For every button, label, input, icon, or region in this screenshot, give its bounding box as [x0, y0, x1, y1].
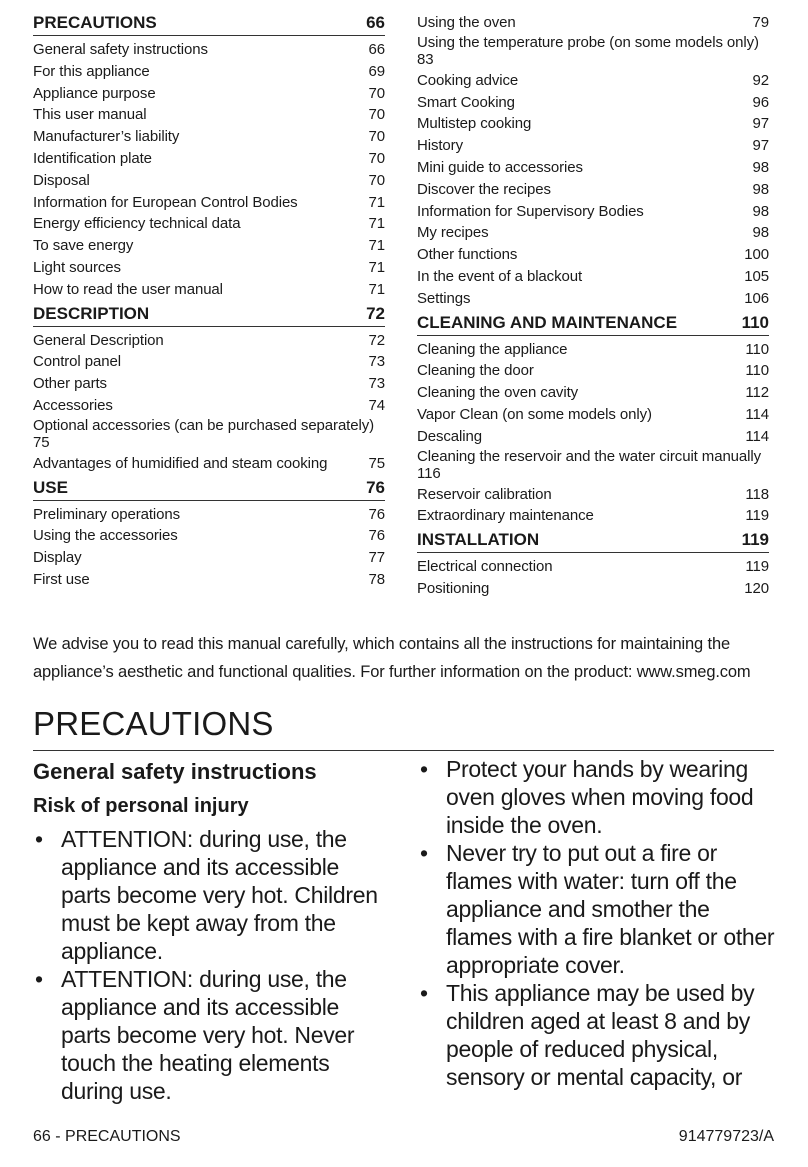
toc-entry-page: 72: [368, 331, 385, 349]
toc-entry-page: 70: [368, 106, 385, 124]
toc-entry-label: Descaling: [417, 427, 482, 445]
toc-entry[interactable]: [417, 288, 769, 310]
toc-entry-label: Energy efficiency technical data: [33, 215, 241, 233]
toc-entry[interactable]: [417, 222, 769, 244]
toc-entry[interactable]: [33, 126, 385, 148]
toc-entry-label: History: [417, 137, 463, 155]
toc-entry[interactable]: [417, 12, 769, 34]
toc-entry[interactable]: [417, 113, 769, 135]
toc-entry[interactable]: [33, 504, 385, 526]
toc-entry-page: 70: [368, 84, 385, 102]
toc-entry-label: Multistep cooking: [417, 115, 532, 133]
toc-section-page: 66: [366, 13, 385, 32]
toc-entry-label: Information for Supervisory Bodies: [417, 202, 644, 220]
toc-entry[interactable]: [417, 360, 769, 382]
toc-entry-page: 105: [744, 267, 769, 285]
bullet-item: • This appliance may be used by children aged at least 8 and by people of reduced physical, sensory or mental capacity, or: [418, 979, 778, 1091]
toc-entry[interactable]: [417, 34, 769, 68]
toc-entry-label: How to read the user manual: [33, 280, 223, 298]
toc-entry-page: 110: [745, 362, 769, 380]
toc-entry-page: 66: [368, 41, 385, 58]
toc-entry-label: Extraordinary maintenance: [417, 507, 594, 525]
toc-entry-label: Other functions: [417, 246, 518, 264]
toc-section-page: 72: [366, 303, 385, 323]
toc-entry-page: 98: [752, 202, 769, 220]
page-footer: [33, 1128, 774, 1146]
toc-entry[interactable]: [33, 351, 385, 373]
toc-entry-label: Other parts: [33, 375, 107, 393]
toc-entry-label: Display: [33, 549, 82, 567]
toc-entry-label: My recipes: [417, 224, 489, 242]
intro-paragraph: We advise you to read this manual carefully, which contains all the instructions for maintaining the appliance’s aesthetic and functional qualities. For further information on the product: www.smeg.com: [33, 635, 751, 681]
toc-entry[interactable]: [417, 157, 769, 179]
left-bullet-list: [33, 825, 378, 1105]
toc-entry[interactable]: [417, 70, 769, 92]
toc-entry-page: 118: [745, 485, 769, 503]
toc-entry[interactable]: [33, 104, 385, 126]
toc-entry-page: 120: [744, 579, 769, 597]
toc-entry-label: Appliance purpose: [33, 84, 156, 102]
toc-entry-label: General Description: [33, 331, 164, 349]
toc-entry[interactable]: [33, 373, 385, 395]
toc-entry-page: 77: [368, 549, 385, 567]
toc-entry-page: 75: [33, 433, 50, 451]
bullet-item: • Protect your hands by wearing oven gloves when moving food inside the oven.: [418, 755, 778, 839]
toc-section-page: 119: [741, 530, 769, 550]
bullet-item: • ATTENTION: during use, the appliance and its accessible parts become very hot. Children must be kept away from the appliance.: [33, 825, 378, 965]
toc-entry-page: 110: [745, 340, 769, 358]
toc-entry-label: Cleaning the door: [417, 362, 534, 380]
toc-entry-page: 75: [368, 454, 385, 472]
toc-entry-page: 70: [368, 149, 385, 167]
toc-entry-label: Reservoir calibration: [417, 485, 552, 503]
toc-section-page: 110: [741, 312, 769, 332]
toc-section-page: 76: [366, 477, 385, 497]
toc-section-heading[interactable]: [417, 312, 769, 336]
toc-entry-label: Vapor Clean (on some models only): [417, 405, 652, 423]
toc-entry[interactable]: [417, 339, 769, 361]
toc-entry-page: 71: [368, 258, 385, 276]
toc-entry[interactable]: [33, 170, 385, 192]
toc-entry[interactable]: [33, 235, 385, 257]
toc-entry-page: 119: [745, 558, 769, 576]
toc-entry[interactable]: [417, 382, 769, 404]
toc-entry[interactable]: [33, 148, 385, 170]
toc-entry-label: In the event of a blackout: [417, 267, 583, 285]
toc-entry-page: 100: [744, 246, 769, 264]
toc-entry-label: Manufacturer’s liability: [33, 128, 180, 146]
toc-section-heading[interactable]: [33, 12, 385, 36]
toc-entry-page: 112: [745, 384, 769, 402]
toc-entry[interactable]: [417, 556, 769, 578]
toc-entry-page: 114: [745, 405, 769, 423]
toc-entry[interactable]: [33, 330, 385, 352]
bullet-item: • ATTENTION: during use, the appliance and its accessible parts become very hot. Never touch the heating elements during use.: [33, 965, 378, 1105]
toc-section-heading[interactable]: [417, 529, 769, 553]
toc-entry[interactable]: [33, 39, 385, 61]
toc-entry[interactable]: [33, 61, 385, 83]
toc-entry-label: Identification plate: [33, 149, 152, 167]
toc-entry[interactable]: [33, 395, 385, 417]
toc-entry-label: Using the accessories: [33, 527, 178, 545]
toc-entry-label: Cleaning the appliance: [417, 340, 568, 358]
toc-entry[interactable]: [417, 266, 769, 288]
toc-entry-label: Using the oven: [417, 14, 516, 31]
toc-entry-label: Cleaning the oven cavity: [417, 384, 579, 402]
body-left-column: [33, 755, 378, 1105]
toc-entry-page: 70: [368, 128, 385, 146]
toc-entry[interactable]: [417, 179, 769, 201]
toc-entry-label: Using the temperature probe (on some models only): [417, 33, 759, 51]
toc-entry-page: 70: [368, 171, 385, 189]
footer-doc-code: 914779723/A: [678, 1128, 774, 1145]
toc-entry-page: 83: [417, 50, 434, 68]
toc-entry-label: General safety instructions: [33, 41, 208, 58]
toc-entry-page: 98: [752, 158, 769, 176]
toc-entry[interactable]: [417, 92, 769, 114]
toc-right-column: [417, 12, 769, 600]
toc-entry-label: Smart Cooking: [417, 93, 515, 111]
toc-entry[interactable]: [33, 525, 385, 547]
toc-section-title: USE: [33, 477, 68, 497]
toc-entry-label: First use: [33, 570, 90, 588]
toc-entry-label: Mini guide to accessories: [417, 158, 583, 176]
toc-entry-page: 98: [752, 224, 769, 242]
toc-entry-label: Cleaning the reservoir and the water circuit manually: [417, 447, 762, 465]
section-title: PRECAUTIONS: [33, 700, 774, 751]
toc-entry-page: 78: [368, 570, 385, 588]
toc-entry-page: 96: [752, 93, 769, 111]
toc-entry-page: 71: [368, 215, 385, 233]
toc-entry-page: 92: [752, 71, 769, 89]
toc-entry[interactable]: [417, 505, 769, 527]
toc-entry[interactable]: [417, 426, 769, 448]
toc-entry[interactable]: [33, 83, 385, 105]
toc-section-title: INSTALLATION: [417, 530, 540, 550]
toc-entry-page: 73: [368, 353, 385, 371]
toc-entry-label: Cooking advice: [417, 71, 519, 89]
toc-entry-page: 76: [368, 527, 385, 545]
toc-entry[interactable]: [417, 484, 769, 506]
toc-entry-page: 69: [368, 62, 385, 80]
toc-entry-page: 73: [368, 375, 385, 393]
toc-entry-label: To save energy: [33, 237, 134, 255]
toc-entry[interactable]: [33, 453, 385, 475]
toc-entry-label: Accessories: [33, 396, 113, 414]
body-right-column: [418, 755, 778, 1091]
toc-entry-label: Information for European Control Bodies: [33, 193, 298, 211]
toc-entry[interactable]: [33, 213, 385, 235]
toc-entry-label: Electrical connection: [417, 558, 553, 576]
toc-entry[interactable]: [33, 279, 385, 301]
toc-entry-page: 116: [417, 464, 441, 482]
bullet-item: • Never try to put out a fire or flames with water: turn off the appliance and smother the flames with a fire blanket or other appropriate cover.: [418, 839, 778, 979]
toc-entry-label: Control panel: [33, 353, 121, 371]
toc-entry-label: Advantages of humidified and steam cooking: [33, 454, 328, 472]
toc-entry-page: 98: [752, 180, 769, 198]
toc-entry[interactable]: [417, 135, 769, 157]
toc-entry-page: 114: [745, 427, 769, 445]
toc-section-heading[interactable]: [33, 303, 385, 327]
toc-section-title: DESCRIPTION: [33, 303, 150, 323]
toc-entry-page: 74: [368, 396, 385, 414]
toc-entry-label: Optional accessories (can be purchased separately): [33, 416, 375, 434]
toc-entry[interactable]: [33, 417, 385, 451]
toc-entry-page: 97: [752, 137, 769, 155]
toc-entry-page: 71: [368, 280, 385, 298]
toc-entry-page: 79: [752, 14, 769, 31]
subsection-heading: General safety instructions: [33, 759, 317, 784]
toc-entry[interactable]: [417, 448, 769, 482]
toc-entry[interactable]: [417, 578, 769, 600]
toc-entry-page: 97: [752, 115, 769, 133]
toc-entry-label: Disposal: [33, 171, 90, 189]
toc-left-column: [33, 12, 385, 591]
toc-entry-page: 106: [744, 289, 769, 307]
toc-entry-label: Discover the recipes: [417, 180, 551, 198]
toc-section-heading[interactable]: [33, 477, 385, 501]
toc-entry-label: This user manual: [33, 106, 147, 124]
toc-entry[interactable]: [417, 201, 769, 223]
risk-heading: Risk of personal injury: [33, 795, 249, 817]
toc-entry-page: 76: [368, 505, 385, 523]
toc-entry-page: 71: [368, 193, 385, 211]
toc-entry-page: 119: [745, 507, 769, 525]
toc-section-title: PRECAUTIONS: [33, 13, 157, 32]
toc-entry[interactable]: [33, 192, 385, 214]
toc-entry-label: For this appliance: [33, 62, 150, 80]
right-bullet-list: [418, 755, 778, 1091]
toc-entry-label: Preliminary operations: [33, 505, 181, 523]
toc-section-title: CLEANING AND MAINTENANCE: [417, 312, 678, 332]
toc-entry[interactable]: [417, 244, 769, 266]
toc-entry-label: Positioning: [417, 579, 490, 597]
toc-entry-label: Settings: [417, 289, 471, 307]
toc-entry[interactable]: [33, 257, 385, 279]
footer-page-label: 66 - PRECAUTIONS: [33, 1128, 181, 1145]
toc-entry[interactable]: [33, 569, 385, 591]
toc-entry-page: 71: [368, 237, 385, 255]
toc-entry-label: Light sources: [33, 258, 121, 276]
toc-entry[interactable]: [33, 547, 385, 569]
toc-entry[interactable]: [417, 404, 769, 426]
